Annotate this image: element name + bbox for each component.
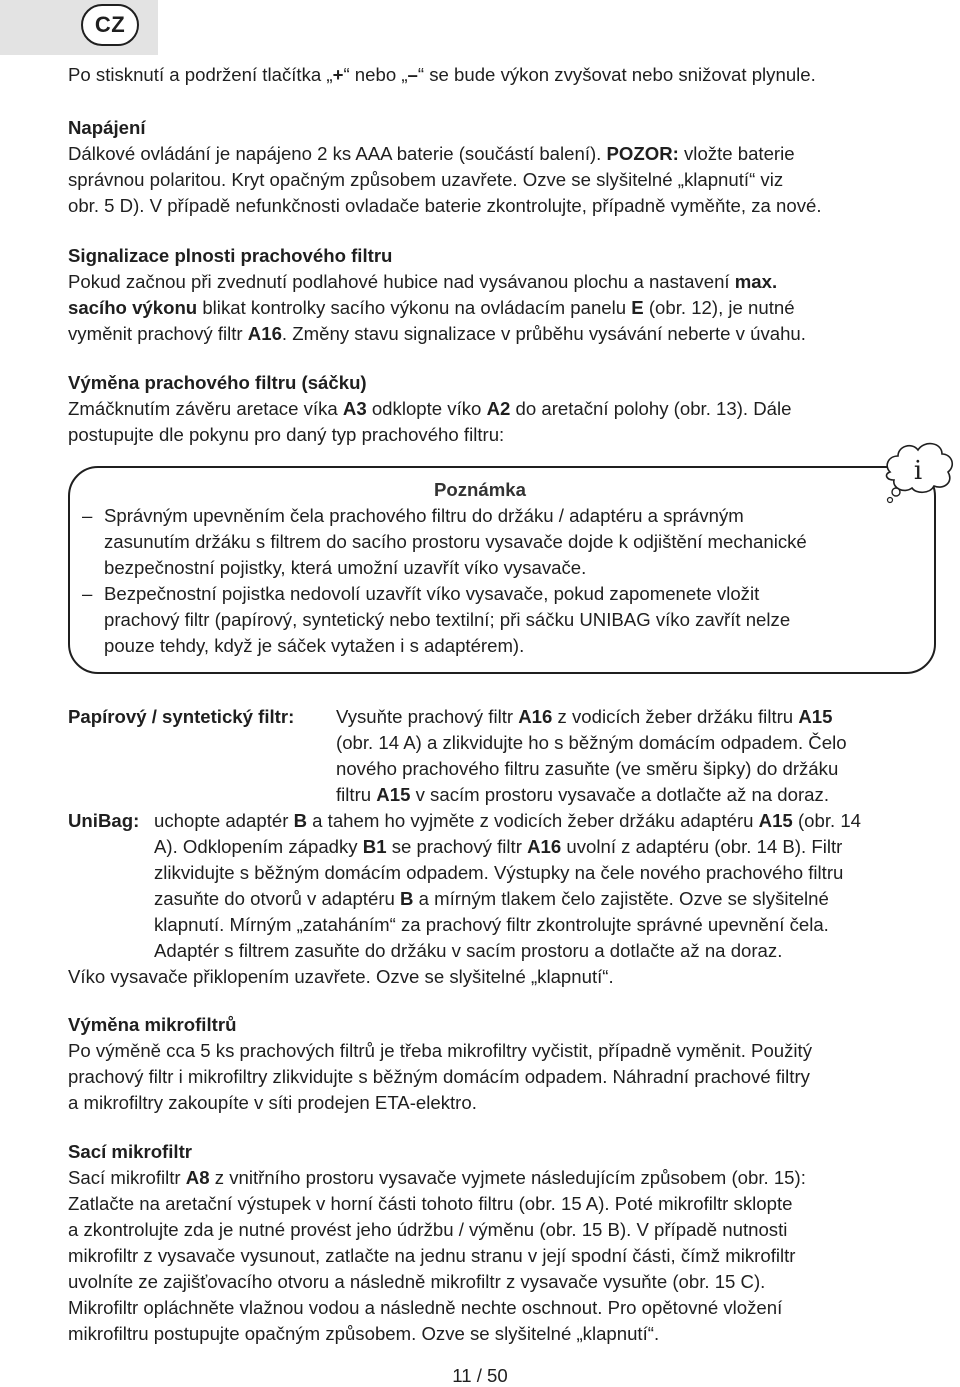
bold-term: A16 bbox=[247, 323, 282, 344]
text-span: filtru bbox=[336, 784, 377, 805]
plus-symbol: + bbox=[332, 64, 344, 85]
text-span: A). Odklopením západky bbox=[154, 836, 363, 857]
text-span: a mírným tlakem čelo zajistěte. Ozve se slyšitelné bbox=[413, 888, 829, 909]
text-span: (obr. 14 bbox=[792, 810, 862, 831]
text-line: správnou polaritou. Kryt opačným způsobem uzavřete. Ozve se slyšitelné „klapnutí“ viz bbox=[68, 169, 784, 190]
bold-term: A8 bbox=[185, 1167, 210, 1188]
text-line: uvolníte ze zajišťovacího otvoru a následně mikrofiltr z vysavače vysuňte (obr. 15 C). bbox=[68, 1271, 766, 1292]
bold-term: E bbox=[631, 297, 644, 318]
text-span: zasuňte do otvorů v adaptéru bbox=[154, 888, 401, 909]
definition-term: UniBag: bbox=[68, 810, 140, 831]
text-span: odklopte víko bbox=[366, 398, 487, 419]
text-line: zasunutím držáku s filtrem do sacího prostoru vysavače dojde k odjištění mechanické bbox=[104, 531, 807, 552]
text-line: a zkontrolujte zda je nutné provést jeho údržbu / výměnu (obr. 15 B). V případě nutnosti bbox=[68, 1219, 788, 1240]
text-line bbox=[68, 269, 928, 295]
text-span: v sacím prostoru vysavače a dotlačte až na doraz. bbox=[410, 784, 829, 805]
text-span: Sací mikrofiltr bbox=[68, 1167, 186, 1188]
dash-bullet: – bbox=[82, 505, 93, 526]
bold-term: B bbox=[293, 810, 307, 831]
section-heading: Signalizace plnosti prachového filtru bbox=[68, 245, 393, 266]
bold-term: A16 bbox=[518, 706, 553, 727]
text-span: uvolní z adaptéru (obr. 14 B). Filtr bbox=[561, 836, 843, 857]
text-span: blikat kontrolky sacího výkonu na ovládacím panelu bbox=[197, 297, 632, 318]
language-badge: CZ bbox=[81, 4, 139, 46]
text-line: Víko vysavače přiklopením uzavřete. Ozve se slyšitelné „klapnutí“. bbox=[68, 966, 614, 987]
text-line: a mikrofiltry zakoupíte v síti prodejen ETA-elektro. bbox=[68, 1092, 477, 1113]
text-line: zlikvidujte s běžným domácím odpadem. Výstupky na čele nového prachového filtru bbox=[154, 862, 844, 883]
text-line bbox=[68, 295, 928, 321]
text-line: Adaptér s filtrem zasuňte do držáku v sacím prostoru a dotlačte až na doraz. bbox=[154, 940, 783, 961]
text-line: mikrofiltr z vysavače vysunout, zatlačte na jednu stranu v její spodní části, čímž mikrofiltr bbox=[68, 1245, 796, 1266]
bold-term: A15 bbox=[798, 706, 833, 727]
text-span: vyměnit prachový filtr bbox=[68, 323, 248, 344]
text-line: postupujte dle pokynu pro daný typ prachového filtru: bbox=[68, 424, 505, 445]
text-line: Po výměně cca 5 ks prachových filtrů je třeba mikrofiltry vyčistit, případně vyměnit. Použitý bbox=[68, 1040, 813, 1061]
bold-term: A15 bbox=[758, 810, 793, 831]
text-span: . Změny stavu signalizace v průběhu vysávání neberte v úvahu. bbox=[281, 323, 806, 344]
text-line: bezpečnostní pojistky, která umožní uzavřít víko vysavače. bbox=[104, 557, 587, 578]
text-span: (obr. 12), je nutné bbox=[643, 297, 795, 318]
intro-text-a: Po stisknutí a podržení tlačítka „ bbox=[68, 64, 333, 85]
text-span: Vysuňte prachový filtr bbox=[336, 706, 519, 727]
text-line: Zatlačte na aretační výstupek v horní části tohoto filtru (obr. 15 A). Poté mikrofiltr sklopte bbox=[68, 1193, 793, 1214]
text-line: mikrofiltru postupujte opačným způsobem. Ozve se slyšitelné „klapnutí“. bbox=[68, 1323, 660, 1344]
text-line: Mikrofiltr opláchněte vlažnou vodou a následně nechte oschnout. Pro opětovné vložení bbox=[68, 1297, 783, 1318]
text-line bbox=[336, 782, 938, 808]
definition-paper-filter bbox=[68, 704, 938, 808]
text-span: Zmáčknutím závěru aretace víka bbox=[68, 398, 343, 419]
warning-label: POZOR: bbox=[606, 143, 679, 164]
section-saci-mikrofiltr bbox=[68, 1139, 928, 1347]
intro-text-c: “ se bude výkon zvyšovat nebo snižovat plynule. bbox=[417, 64, 816, 85]
bold-term: B bbox=[400, 888, 414, 909]
section-vymena-filtru bbox=[68, 370, 928, 448]
definition-term: Papírový / syntetický filtr: bbox=[68, 706, 295, 727]
text-line bbox=[68, 141, 928, 167]
intro-text-b: “ nebo „ bbox=[343, 64, 408, 85]
dash-bullet: – bbox=[82, 583, 93, 604]
note-item-2 bbox=[82, 581, 922, 659]
section-heading: Napájení bbox=[68, 117, 146, 138]
text-span: vložte baterie bbox=[678, 143, 795, 164]
section-vymena-mikrofiltru bbox=[68, 1012, 928, 1116]
section-heading: Výměna prachového filtru (sáčku) bbox=[68, 372, 367, 393]
definition-unibag bbox=[68, 808, 938, 990]
intro-paragraph bbox=[68, 62, 928, 88]
text-line bbox=[336, 704, 938, 730]
text-line bbox=[154, 834, 938, 860]
text-line: nového prachového filtru zasuňte (ve směru šipky) do držáku bbox=[336, 758, 839, 779]
text-line bbox=[68, 321, 928, 347]
text-span: se prachový filtr bbox=[386, 836, 528, 857]
bold-term: A2 bbox=[486, 398, 511, 419]
text-line: prachový filtr (papírový, syntetický nebo textilní; při sáčku UNIBAG víko zavřít nelze bbox=[104, 609, 791, 630]
text-line: obr. 5 D). V případě nefunkčnosti ovladače baterie zkontrolujte, případně vyměňte, za nové. bbox=[68, 195, 822, 216]
bold-term: A3 bbox=[342, 398, 367, 419]
bold-term: A16 bbox=[527, 836, 562, 857]
text-line: (obr. 14 A) a zlikvidujte ho s běžným domácím odpadem. Čelo bbox=[336, 732, 847, 753]
text-span: z vnitřního prostoru vysavače vyjmete následujícím způsobem (obr. 15): bbox=[209, 1167, 806, 1188]
bold-term: sacího výkonu bbox=[68, 297, 198, 318]
text-line bbox=[68, 396, 928, 422]
text-line: klapnutí. Mírným „zataháním“ za prachový filtr zkontrolujte správné upevnění čela. bbox=[154, 914, 829, 935]
bold-term: max. bbox=[734, 271, 778, 292]
text-span: Pokud začnou při zvednutí podlahové hubice nad vysávanou plochu a nastavení bbox=[68, 271, 735, 292]
text-span: uchopte adaptér bbox=[154, 810, 294, 831]
bold-term: B1 bbox=[362, 836, 387, 857]
text-span: Dálkové ovládání je napájeno 2 ks AAA baterie (součástí balení). bbox=[68, 143, 607, 164]
section-heading: Sací mikrofiltr bbox=[68, 1141, 193, 1162]
intro-line bbox=[68, 62, 928, 88]
bold-term: A15 bbox=[376, 784, 411, 805]
text-line bbox=[154, 808, 938, 834]
text-span: do aretační polohy (obr. 13). Dále bbox=[510, 398, 792, 419]
text-line bbox=[68, 1165, 928, 1191]
text-span: z vodicích žeber držáku filtru bbox=[552, 706, 799, 727]
section-napajeni bbox=[68, 115, 928, 219]
language-tab bbox=[0, 0, 158, 55]
page-number: 11 / 50 bbox=[452, 1365, 508, 1386]
text-line bbox=[154, 886, 938, 912]
info-letter: i bbox=[913, 456, 923, 486]
minus-symbol: – bbox=[407, 64, 418, 85]
text-span: a tahem ho vyjměte z vodicích žeber držáku adaptéru bbox=[307, 810, 759, 831]
text-line: Bezpečnostní pojistka nedovolí uzavřít víko vysavače, pokud zapomenete vložit bbox=[104, 583, 760, 604]
section-signalizace bbox=[68, 243, 928, 347]
text-line: Správným upevněním čela prachového filtru do držáku / adaptéru a správným bbox=[104, 505, 744, 526]
text-line: pouze tehdy, když je sáček vytažen i s adaptérem). bbox=[104, 635, 525, 656]
section-heading: Výměna mikrofiltrů bbox=[68, 1014, 237, 1035]
text-line: prachový filtr i mikrofiltry zlikvidujte s běžným domácím odpadem. Náhradní prachové filtry bbox=[68, 1066, 810, 1087]
note-title: Poznámka bbox=[434, 479, 526, 500]
note-item-1 bbox=[82, 503, 922, 581]
